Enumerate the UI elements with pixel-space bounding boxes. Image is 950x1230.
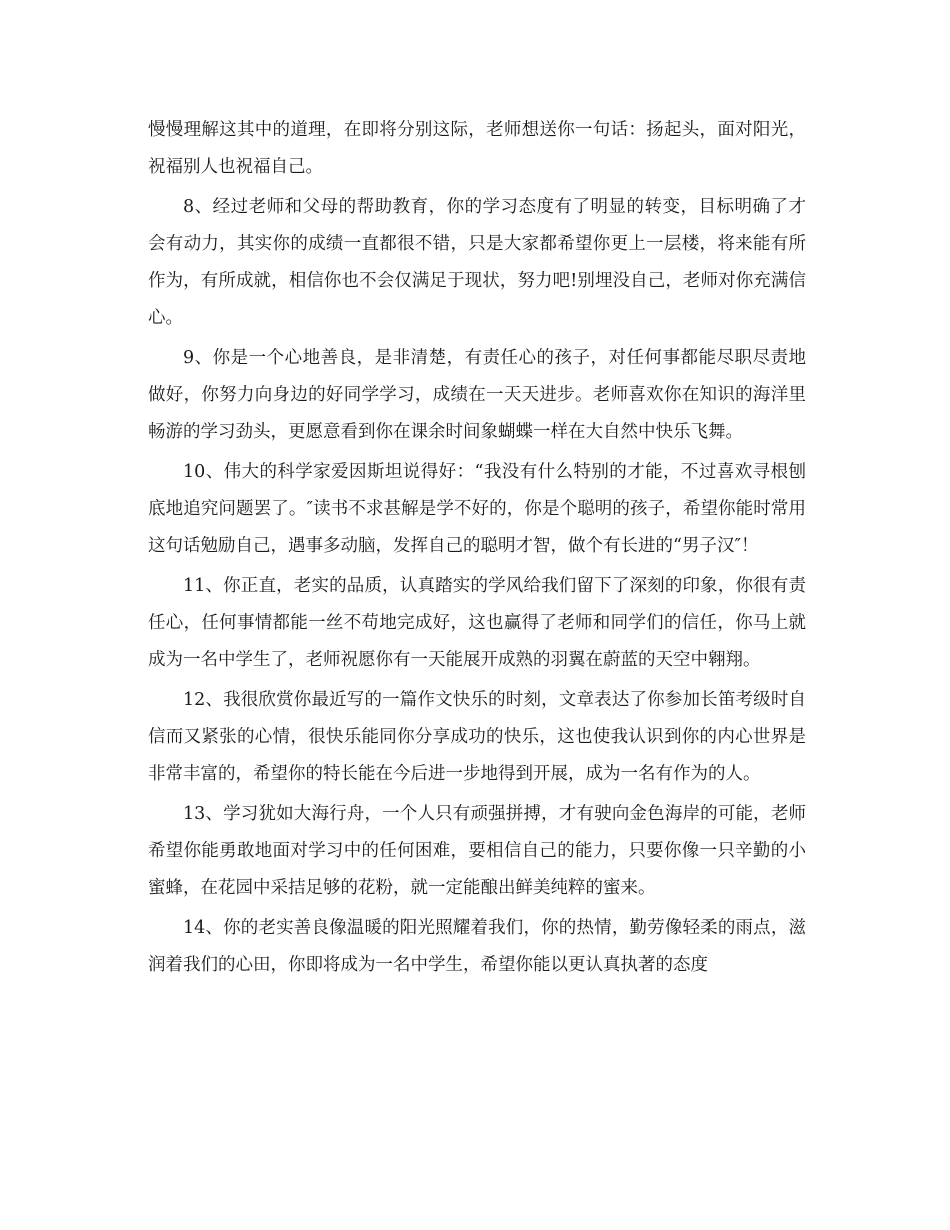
paragraph-item-12: 12、我很欣赏你最近写的一篇作文快乐的时刻，文章表达了你参加长笛考级时自信而又紧张的心情，很快乐能同你分享成功的快乐，这也使我认识到你的内心世界是非常丰富的，希望你的特长能在今后进一步地得到开展，成为一名有作为的人。 <box>148 690 806 784</box>
paragraph-item-14: 14、你的老实善良像温暖的阳光照耀着我们，你的热情，勤劳像轻柔的雨点，滋润着我们的心田，你即将成为一名中学生，希望你能以更认真执著的态度 <box>148 918 806 975</box>
document-body <box>148 112 806 987</box>
paragraph-continuation: 慢慢理解这其中的道理，在即将分别这际，老师想送你一句话：扬起头，面对阳光，祝福别人也祝福自己。 <box>148 120 806 177</box>
paragraph-item-9: 9、你是一个心地善良，是非清楚，有责任心的孩子，对任何事都能尽职尽责地做好，你努力向身边的好同学学习，成绩在一天天进步。老师喜欢你在知识的海洋里畅游的学习劲头，更愿意看到你在课余时间象蝴蝶一样在大自然中快乐飞舞。 <box>148 348 806 442</box>
paragraph-item-11: 11、你正直，老实的品质，认真踏实的学风给我们留下了深刻的印象，你很有责任心，任何事情都能一丝不苟地完成好，这也赢得了老师和同学们的信任，你马上就成为一名中学生了，老师祝愿你有一天能展开成熟的羽翼在蔚蓝的天空中翱翔。 <box>148 576 806 670</box>
paragraph-item-10: 10、伟大的科学家爱因斯坦说得好：“我没有什么特别的才能，不过喜欢寻根刨底地追究问题罢了。″读书不求甚解是学不好的，你是个聪明的孩子，希望你能时常用这句话勉励自己，遇事多动脑，发挥自己的聪明才智，做个有长进的“男子汉″！ <box>148 462 806 556</box>
paragraph-item-8: 8、经过老师和父母的帮助教育，你的学习态度有了明显的转变，目标明确了才会有动力，其实你的成绩一直都很不错，只是大家都希望你更上一层楼，将来能有所作为，有所成就，相信你也不会仅满足于现状，努力吧!别埋没自己，老师对你充满信心。 <box>148 197 806 328</box>
paragraph-item-13: 13、学习犹如大海行舟，一个人只有顽强拼搏，才有驶向金色海岸的可能，老师希望你能勇敢地面对学习中的任何困难，要相信自己的能力，只要你像一只辛勤的小蜜蜂，在花园中采拮足够的花粉，就一定能酿出鲜美纯粹的蜜来。 <box>148 804 806 898</box>
